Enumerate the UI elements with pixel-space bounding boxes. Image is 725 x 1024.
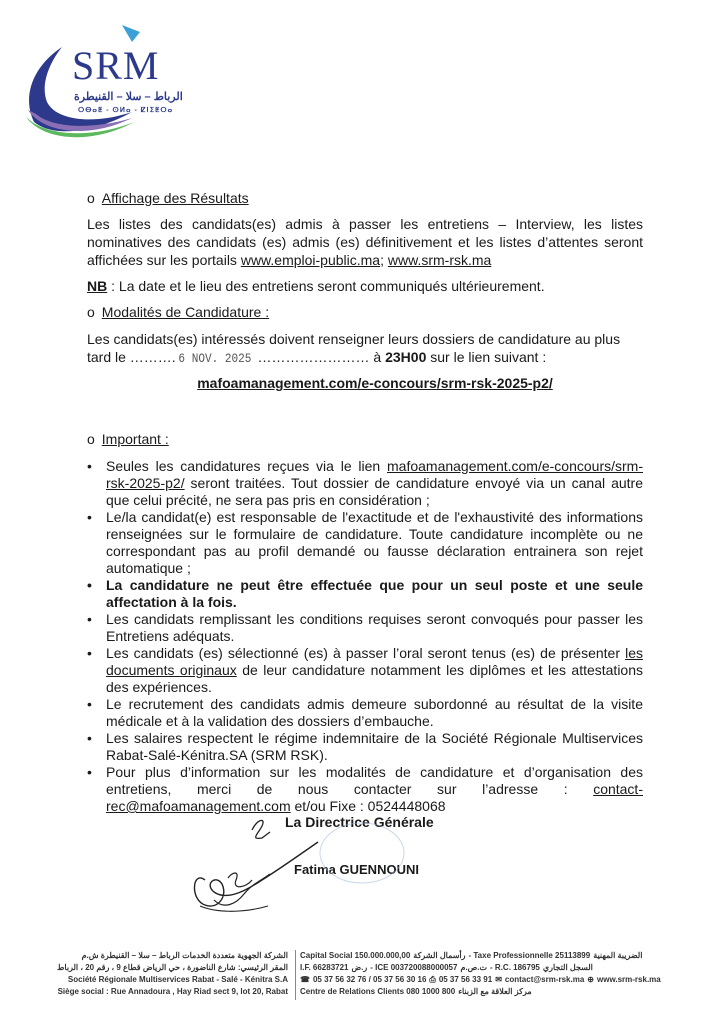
nb-note	[87, 277, 545, 295]
footer-website[interactable]: www.srm-rsk.ma	[597, 975, 661, 984]
footer-ids-row	[300, 962, 715, 974]
item-text: Le recrutement des candidats admis demeure subordonné au résultat de la visite médicale et à la validation des dossiers d’embauche.	[106, 696, 643, 729]
list-item	[87, 645, 643, 696]
nb-text: : La date et le lieu des entretiens seront communiqués ultérieurement.	[107, 278, 545, 294]
footer-customer-center-ar: مركز العلاقة مع الزبناء	[458, 987, 532, 996]
application-heading	[87, 304, 269, 320]
footer-if: I.F. 66283721	[300, 963, 349, 972]
application-bullet: o	[87, 304, 95, 320]
footer-divider	[295, 950, 296, 1000]
results-paragraph	[87, 215, 643, 269]
deadline-time: 23H00	[385, 349, 427, 365]
application-link[interactable]: mafoamanagement.com/e-concours/srm-rsk-2025-p2/	[197, 375, 553, 391]
item-text: Les salaires respectent le régime indemnitaire de la Société Régionale Multiservices Rabat-Salé-Kénitra.SA (SRM RSK).	[106, 730, 643, 763]
footer-customer-center: Centre de Relations Clients 080 1000 800	[300, 987, 456, 996]
footer-company-info	[18, 950, 288, 998]
item-text: Les candidats (es) sélectionné (es) à passer l’oral seront tenus (es) de présenter	[106, 645, 626, 661]
logo-arabic-text: الرباط – سلا – القنيطرة	[74, 91, 183, 103]
footer-arabic-company: الشركة الجهوية متعددة الخدمات الرباط – سلا – القنيطرة ش.م	[81, 951, 288, 960]
deadline-line	[87, 348, 643, 368]
list-item	[87, 611, 643, 645]
contact-email-link[interactable]: contact-rec@mafoamanagement.com	[106, 781, 643, 814]
footer-company-address: Siège social : Rue Annadoura , Hay Riad sect 9, lot 20, Rabat	[57, 987, 288, 996]
item-text: de leur candidature notamment les diplômes et les attestations des expériences.	[106, 662, 644, 695]
application-paragraph	[87, 330, 643, 368]
list-item	[87, 696, 643, 730]
signature-name: Fatima GUENNOUNI	[294, 862, 419, 877]
footer-fax: 05 37 56 33 91	[438, 975, 493, 984]
item-text: Pour plus d’information sur les modalités de candidature et d’organisation des entretiens, merci de nous contacter sur l’adresse :	[106, 764, 643, 797]
footer-rc-ar: السجل التجاري	[542, 963, 593, 972]
footer-legal-info	[300, 950, 715, 998]
footer-ice: - ICE 003720088000057	[370, 963, 458, 972]
fax-icon: ⎙	[429, 975, 436, 984]
footer-capital-ar: رأسمال الشركة	[413, 951, 466, 960]
item-text: Les candidats remplissant les conditions requises seront convoqués pour passer les Entretiens adéquats.	[106, 611, 643, 644]
important-list	[87, 458, 643, 815]
results-bullet: o	[87, 190, 95, 206]
footer-rc: - R.C. 186795	[490, 963, 540, 972]
logo-brand-text: SRM	[72, 43, 160, 88]
footer-capital-row	[300, 950, 715, 962]
list-item	[87, 577, 643, 611]
results-separator: ;	[380, 252, 388, 268]
email-icon: ✉	[495, 975, 502, 984]
footer-capital: Capital Social 150.000.000,00	[300, 951, 411, 960]
item-text: Le/la candidat(e) est responsable de l'exactitude et de l'exhaustivité des informations renseignées sur le formulaire de candidature. Toute candidature incomplète ou ne correspondant pas au profil demandé ou fausse déclaration entrainera son rejet automatique ;	[106, 509, 643, 576]
list-item	[87, 730, 643, 764]
application-title: Modalités de Candidature :	[101, 304, 270, 320]
footer-email[interactable]: contact@srm-rsk.ma	[504, 975, 585, 984]
item-text: seront traitées. Tout dossier de candidature envoyé via un canal autre que celui précité, ne sera pas pris en considération ;	[106, 475, 643, 508]
application-link-row	[0, 375, 725, 391]
emploi-public-link[interactable]: www.emploi-public.ma	[240, 252, 381, 268]
deadline-suffix: sur le lien suivant :	[426, 349, 547, 365]
results-text: Les listes des candidats(es) admis à passer les entretiens – Interview, les listes nominatives des candidats (es) admis (es) définitivement et les listes d’attentes seront affichées sur les portails	[87, 216, 643, 268]
footer-customer-row	[300, 986, 715, 998]
list-item	[87, 458, 643, 509]
list-item	[87, 764, 643, 815]
phone-icon: ☎	[300, 975, 310, 984]
deadline-prefix: tard le ……….	[87, 349, 176, 365]
footer-tax: - Taxe Professionnelle 25113899	[468, 951, 591, 960]
item-underlined-text: les documents originaux	[106, 645, 643, 678]
candidature-link[interactable]: mafoamanagement.com/e-concours/srm-rsk-2025-p2/	[106, 458, 643, 491]
important-title: Important :	[101, 431, 169, 447]
footer-tax-ar: الضريبة المهنية	[593, 951, 643, 960]
footer-contact-row	[300, 974, 715, 986]
footer-if-ar: ر.ض	[351, 963, 368, 972]
item-text: La candidature ne peut être effectuée que pour un seul poste et une seule affectation à la fois.	[106, 577, 643, 610]
item-text: et/ou Fixe : 0524448068	[290, 798, 446, 814]
srm-rsk-link[interactable]: www.srm-rsk.ma	[387, 252, 492, 268]
results-heading	[87, 190, 249, 206]
logo-tifinagh-text: ⵔⴱⴰⵟ - ⵙⵍⴰ - ⵇⵏⵉⵟⵔⴰ	[78, 107, 174, 114]
important-heading	[87, 431, 169, 447]
results-title: Affichage des Résultats	[101, 190, 249, 206]
footer-phones: 05 37 56 32 76 / 05 37 56 30 16	[312, 975, 427, 984]
deadline-dots: …………………… à	[257, 349, 386, 365]
nb-label: NB	[87, 278, 108, 294]
deadline-date-stamp: 6 NOV. 2025	[178, 351, 252, 366]
footer-arabic-address: المقر الرئيسي: شارع الناضورة ، حي الرياض قطاع 9 ، رقم 20 ، الرباط	[57, 963, 288, 972]
footer-ice-ar: ت.ص.م	[460, 963, 488, 972]
globe-icon: ⊕	[587, 975, 594, 984]
application-text: Les candidats(es) intéressés doivent renseigner leurs dossiers de candidature au plus	[87, 331, 621, 347]
item-text: Seules les candidatures reçues via le lien	[106, 458, 387, 474]
list-item	[87, 509, 643, 577]
footer-company-name: Société Régionale Multiservices Rabat - Salé - Kénitra S.A	[67, 975, 288, 984]
signature-title: La Directrice Générale	[285, 814, 434, 830]
important-bullet: o	[87, 431, 95, 447]
srm-logo	[22, 22, 182, 142]
